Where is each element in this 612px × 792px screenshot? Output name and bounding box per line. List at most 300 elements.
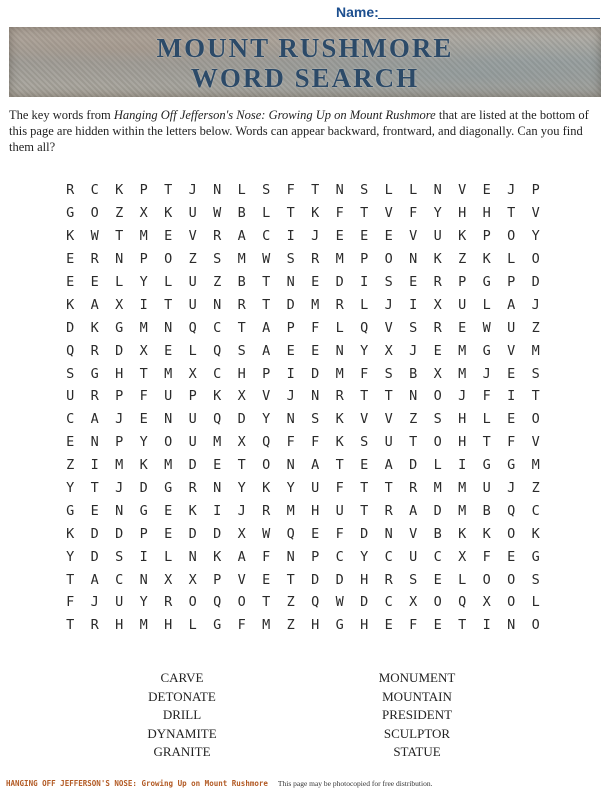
- grid-letter[interactable]: F: [409, 617, 418, 634]
- grid-letter[interactable]: R: [188, 480, 197, 497]
- grid-letter[interactable]: B: [409, 365, 418, 382]
- grid-letter[interactable]: C: [66, 411, 75, 428]
- grid-letter[interactable]: S: [237, 342, 246, 359]
- grid-letter[interactable]: S: [360, 182, 369, 199]
- grid-letter[interactable]: U: [384, 434, 393, 451]
- grid-letter[interactable]: Y: [139, 594, 148, 611]
- grid-letter[interactable]: N: [286, 274, 295, 290]
- grid-letter[interactable]: M: [213, 434, 222, 451]
- grid-letter[interactable]: U: [66, 388, 75, 405]
- grid-letter[interactable]: F: [507, 434, 516, 451]
- grid-letter[interactable]: M: [164, 365, 173, 382]
- grid-letter[interactable]: D: [213, 525, 222, 542]
- grid-letter[interactable]: T: [507, 205, 516, 222]
- grid-letter[interactable]: T: [286, 571, 295, 588]
- grid-letter[interactable]: N: [164, 319, 173, 336]
- grid-letter[interactable]: E: [384, 617, 393, 634]
- grid-letter[interactable]: M: [237, 251, 246, 268]
- grid-letter[interactable]: H: [311, 617, 320, 634]
- grid-letter[interactable]: L: [262, 205, 271, 222]
- grid-letter[interactable]: E: [262, 571, 271, 588]
- grid-letter[interactable]: S: [531, 365, 540, 382]
- grid-letter[interactable]: K: [433, 251, 442, 268]
- grid-letter[interactable]: T: [384, 480, 393, 497]
- grid-letter[interactable]: N: [507, 617, 516, 634]
- grid-letter[interactable]: P: [286, 319, 295, 336]
- grid-letter[interactable]: Q: [286, 525, 295, 542]
- grid-letter[interactable]: U: [433, 228, 442, 245]
- grid-letter[interactable]: G: [335, 617, 344, 634]
- grid-letter[interactable]: M: [262, 617, 271, 634]
- grid-letter[interactable]: D: [531, 274, 540, 290]
- grid-letter[interactable]: C: [213, 319, 222, 336]
- grid-letter[interactable]: T: [164, 296, 173, 313]
- grid-letter[interactable]: P: [139, 182, 148, 199]
- grid-letter[interactable]: R: [90, 388, 99, 405]
- grid-letter[interactable]: L: [458, 571, 467, 588]
- grid-letter[interactable]: F: [237, 617, 246, 634]
- grid-letter[interactable]: I: [286, 228, 295, 245]
- grid-letter[interactable]: H: [458, 411, 467, 428]
- grid-letter[interactable]: K: [66, 296, 75, 313]
- grid-letter[interactable]: Y: [66, 480, 75, 497]
- grid-letter[interactable]: D: [188, 457, 197, 474]
- grid-letter[interactable]: E: [66, 274, 75, 290]
- grid-letter[interactable]: O: [433, 388, 442, 405]
- grid-letter[interactable]: Y: [237, 480, 246, 497]
- grid-letter[interactable]: C: [213, 365, 222, 382]
- grid-letter[interactable]: R: [164, 594, 173, 611]
- grid-letter[interactable]: M: [311, 296, 320, 313]
- grid-letter[interactable]: E: [360, 457, 369, 474]
- grid-letter[interactable]: F: [335, 525, 344, 542]
- grid-letter[interactable]: S: [66, 365, 75, 382]
- grid-letter[interactable]: T: [262, 296, 271, 313]
- grid-letter[interactable]: L: [164, 274, 173, 290]
- grid-letter[interactable]: N: [433, 182, 442, 199]
- grid-letter[interactable]: M: [458, 342, 467, 359]
- grid-letter[interactable]: R: [90, 342, 99, 359]
- grid-letter[interactable]: K: [311, 205, 320, 222]
- grid-letter[interactable]: A: [311, 457, 320, 474]
- grid-letter[interactable]: N: [384, 525, 393, 542]
- grid-letter[interactable]: P: [311, 548, 320, 565]
- grid-letter[interactable]: U: [115, 594, 124, 611]
- grid-letter[interactable]: U: [164, 388, 173, 405]
- grid-letter[interactable]: O: [482, 571, 491, 588]
- grid-letter[interactable]: Q: [188, 319, 197, 336]
- grid-letter[interactable]: N: [409, 251, 418, 268]
- grid-letter[interactable]: O: [507, 525, 516, 542]
- grid-letter[interactable]: I: [90, 457, 99, 474]
- grid-letter[interactable]: M: [335, 365, 344, 382]
- grid-letter[interactable]: E: [66, 434, 75, 451]
- grid-letter[interactable]: B: [482, 502, 491, 519]
- grid-letter[interactable]: J: [286, 388, 295, 405]
- grid-letter[interactable]: O: [188, 594, 197, 611]
- grid-letter[interactable]: Z: [286, 594, 295, 611]
- grid-letter[interactable]: I: [507, 388, 516, 405]
- grid-letter[interactable]: R: [409, 480, 418, 497]
- grid-letter[interactable]: U: [188, 274, 197, 290]
- grid-letter[interactable]: Y: [262, 411, 271, 428]
- grid-letter[interactable]: V: [409, 228, 418, 245]
- grid-letter[interactable]: F: [262, 548, 271, 565]
- grid-letter[interactable]: P: [188, 388, 197, 405]
- grid-letter[interactable]: H: [482, 205, 491, 222]
- grid-letter[interactable]: K: [115, 182, 124, 199]
- grid-letter[interactable]: R: [433, 319, 442, 336]
- grid-letter[interactable]: L: [115, 274, 124, 290]
- grid-letter[interactable]: H: [164, 617, 173, 634]
- grid-letter[interactable]: O: [507, 228, 516, 245]
- grid-letter[interactable]: D: [360, 525, 369, 542]
- grid-letter[interactable]: K: [458, 228, 467, 245]
- grid-letter[interactable]: J: [188, 182, 197, 199]
- grid-letter[interactable]: O: [90, 205, 99, 222]
- grid-letter[interactable]: C: [433, 548, 442, 565]
- grid-letter[interactable]: K: [482, 525, 491, 542]
- grid-letter[interactable]: Z: [66, 457, 75, 474]
- grid-letter[interactable]: L: [188, 617, 197, 634]
- grid-letter[interactable]: T: [409, 434, 418, 451]
- grid-letter[interactable]: E: [433, 571, 442, 588]
- grid-letter[interactable]: I: [458, 457, 467, 474]
- grid-letter[interactable]: T: [360, 480, 369, 497]
- grid-letter[interactable]: I: [286, 365, 295, 382]
- grid-letter[interactable]: E: [311, 525, 320, 542]
- grid-letter[interactable]: L: [360, 296, 369, 313]
- grid-letter[interactable]: D: [237, 411, 246, 428]
- grid-letter[interactable]: K: [213, 548, 222, 565]
- grid-letter[interactable]: E: [164, 342, 173, 359]
- grid-letter[interactable]: U: [458, 296, 467, 313]
- grid-letter[interactable]: E: [286, 342, 295, 359]
- grid-letter[interactable]: P: [139, 251, 148, 268]
- grid-letter[interactable]: K: [213, 388, 222, 405]
- grid-letter[interactable]: T: [262, 594, 271, 611]
- grid-letter[interactable]: M: [139, 617, 148, 634]
- grid-letter[interactable]: Q: [66, 342, 75, 359]
- grid-letter[interactable]: N: [335, 182, 344, 199]
- grid-letter[interactable]: F: [482, 548, 491, 565]
- grid-letter[interactable]: T: [360, 205, 369, 222]
- grid-letter[interactable]: J: [507, 182, 516, 199]
- grid-letter[interactable]: F: [409, 205, 418, 222]
- grid-letter[interactable]: J: [531, 296, 540, 313]
- grid-letter[interactable]: E: [311, 342, 320, 359]
- grid-letter[interactable]: G: [507, 457, 516, 474]
- grid-letter[interactable]: B: [237, 205, 246, 222]
- grid-letter[interactable]: Y: [433, 205, 442, 222]
- grid-letter[interactable]: M: [531, 457, 540, 474]
- grid-letter[interactable]: X: [237, 388, 246, 405]
- grid-letter[interactable]: F: [139, 388, 148, 405]
- grid-letter[interactable]: V: [458, 182, 467, 199]
- grid-letter[interactable]: Q: [213, 411, 222, 428]
- grid-letter[interactable]: M: [531, 342, 540, 359]
- grid-letter[interactable]: H: [311, 502, 320, 519]
- grid-letter[interactable]: M: [286, 502, 295, 519]
- grid-letter[interactable]: A: [90, 296, 99, 313]
- grid-letter[interactable]: R: [90, 251, 99, 268]
- grid-letter[interactable]: C: [90, 182, 99, 199]
- grid-letter[interactable]: W: [335, 594, 344, 611]
- grid-letter[interactable]: E: [90, 502, 99, 519]
- grid-letter[interactable]: R: [237, 296, 246, 313]
- grid-letter[interactable]: P: [115, 434, 124, 451]
- grid-letter[interactable]: O: [384, 251, 393, 268]
- grid-letter[interactable]: P: [458, 274, 467, 290]
- grid-letter[interactable]: T: [237, 319, 246, 336]
- grid-letter[interactable]: M: [335, 251, 344, 268]
- grid-letter[interactable]: F: [335, 480, 344, 497]
- grid-letter[interactable]: K: [139, 457, 148, 474]
- grid-letter[interactable]: L: [335, 319, 344, 336]
- grid-letter[interactable]: V: [188, 228, 197, 245]
- grid-letter[interactable]: Q: [213, 594, 222, 611]
- grid-letter[interactable]: F: [286, 182, 295, 199]
- grid-letter[interactable]: N: [286, 548, 295, 565]
- grid-letter[interactable]: M: [433, 480, 442, 497]
- grid-letter[interactable]: F: [66, 594, 75, 611]
- grid-letter[interactable]: K: [262, 480, 271, 497]
- grid-letter[interactable]: P: [360, 251, 369, 268]
- grid-letter[interactable]: M: [115, 457, 124, 474]
- grid-letter[interactable]: G: [164, 480, 173, 497]
- grid-letter[interactable]: S: [213, 251, 222, 268]
- grid-letter[interactable]: E: [507, 548, 516, 565]
- grid-letter[interactable]: D: [115, 342, 124, 359]
- grid-letter[interactable]: C: [384, 548, 393, 565]
- grid-letter[interactable]: Y: [66, 548, 75, 565]
- grid-letter[interactable]: T: [482, 434, 491, 451]
- grid-letter[interactable]: K: [164, 205, 173, 222]
- grid-letter[interactable]: T: [66, 571, 75, 588]
- grid-letter[interactable]: F: [360, 365, 369, 382]
- grid-letter[interactable]: O: [507, 594, 516, 611]
- grid-letter[interactable]: A: [90, 411, 99, 428]
- grid-letter[interactable]: X: [433, 365, 442, 382]
- grid-letter[interactable]: P: [115, 388, 124, 405]
- grid-letter[interactable]: G: [482, 457, 491, 474]
- grid-letter[interactable]: I: [360, 274, 369, 290]
- grid-letter[interactable]: L: [237, 182, 246, 199]
- grid-letter[interactable]: S: [409, 571, 418, 588]
- grid-letter[interactable]: O: [237, 594, 246, 611]
- grid-letter[interactable]: O: [433, 434, 442, 451]
- grid-letter[interactable]: P: [262, 365, 271, 382]
- grid-letter[interactable]: Y: [286, 480, 295, 497]
- grid-letter[interactable]: A: [237, 548, 246, 565]
- grid-letter[interactable]: E: [66, 251, 75, 268]
- grid-letter[interactable]: F: [286, 434, 295, 451]
- grid-letter[interactable]: M: [139, 319, 148, 336]
- grid-letter[interactable]: N: [164, 411, 173, 428]
- grid-letter[interactable]: N: [90, 434, 99, 451]
- grid-letter[interactable]: S: [360, 434, 369, 451]
- grid-letter[interactable]: V: [360, 411, 369, 428]
- grid-letter[interactable]: N: [213, 182, 222, 199]
- grid-letter[interactable]: X: [458, 548, 467, 565]
- grid-letter[interactable]: K: [335, 434, 344, 451]
- grid-letter[interactable]: N: [335, 342, 344, 359]
- grid-letter[interactable]: Q: [507, 502, 516, 519]
- grid-letter[interactable]: E: [164, 502, 173, 519]
- grid-letter[interactable]: P: [507, 274, 516, 290]
- grid-letter[interactable]: E: [90, 274, 99, 290]
- grid-letter[interactable]: X: [482, 594, 491, 611]
- grid-letter[interactable]: V: [507, 342, 516, 359]
- grid-letter[interactable]: J: [409, 342, 418, 359]
- grid-letter[interactable]: N: [409, 388, 418, 405]
- grid-letter[interactable]: K: [482, 251, 491, 268]
- grid-letter[interactable]: L: [433, 457, 442, 474]
- grid-letter[interactable]: X: [139, 342, 148, 359]
- grid-letter[interactable]: O: [433, 594, 442, 611]
- grid-letter[interactable]: E: [311, 274, 320, 290]
- grid-letter[interactable]: U: [482, 480, 491, 497]
- grid-letter[interactable]: X: [115, 296, 124, 313]
- grid-letter[interactable]: V: [237, 571, 246, 588]
- grid-letter[interactable]: W: [90, 228, 99, 245]
- grid-letter[interactable]: D: [66, 319, 75, 336]
- grid-letter[interactable]: Z: [213, 274, 222, 290]
- grid-letter[interactable]: S: [433, 411, 442, 428]
- grid-letter[interactable]: J: [482, 365, 491, 382]
- grid-letter[interactable]: I: [139, 548, 148, 565]
- grid-letter[interactable]: N: [213, 480, 222, 497]
- grid-letter[interactable]: U: [507, 319, 516, 336]
- grid-letter[interactable]: D: [335, 571, 344, 588]
- grid-letter[interactable]: H: [360, 571, 369, 588]
- grid-letter[interactable]: V: [531, 205, 540, 222]
- grid-letter[interactable]: N: [188, 548, 197, 565]
- grid-letter[interactable]: S: [262, 182, 271, 199]
- grid-letter[interactable]: W: [262, 251, 271, 268]
- grid-letter[interactable]: R: [90, 617, 99, 634]
- grid-letter[interactable]: G: [66, 502, 75, 519]
- grid-letter[interactable]: D: [286, 296, 295, 313]
- grid-letter[interactable]: H: [115, 617, 124, 634]
- grid-letter[interactable]: Q: [360, 319, 369, 336]
- grid-letter[interactable]: T: [139, 365, 148, 382]
- grid-letter[interactable]: Z: [458, 251, 467, 268]
- grid-letter[interactable]: A: [384, 457, 393, 474]
- grid-letter[interactable]: S: [311, 411, 320, 428]
- grid-letter[interactable]: M: [164, 457, 173, 474]
- grid-letter[interactable]: S: [384, 274, 393, 290]
- grid-letter[interactable]: P: [482, 228, 491, 245]
- grid-letter[interactable]: E: [507, 411, 516, 428]
- grid-letter[interactable]: F: [335, 205, 344, 222]
- grid-letter[interactable]: P: [213, 571, 222, 588]
- grid-letter[interactable]: R: [335, 296, 344, 313]
- grid-letter[interactable]: O: [531, 617, 540, 634]
- grid-letter[interactable]: U: [188, 296, 197, 313]
- grid-letter[interactable]: L: [531, 594, 540, 611]
- grid-letter[interactable]: R: [335, 388, 344, 405]
- grid-letter[interactable]: T: [262, 274, 271, 290]
- grid-letter[interactable]: T: [311, 182, 320, 199]
- grid-letter[interactable]: N: [115, 502, 124, 519]
- grid-letter[interactable]: D: [360, 594, 369, 611]
- grid-letter[interactable]: S: [115, 548, 124, 565]
- grid-letter[interactable]: R: [66, 182, 75, 199]
- grid-letter[interactable]: U: [188, 411, 197, 428]
- grid-letter[interactable]: S: [409, 319, 418, 336]
- grid-letter[interactable]: A: [237, 228, 246, 245]
- grid-letter[interactable]: Z: [531, 319, 540, 336]
- grid-letter[interactable]: U: [311, 480, 320, 497]
- grid-letter[interactable]: W: [213, 205, 222, 222]
- grid-letter[interactable]: W: [262, 525, 271, 542]
- grid-letter[interactable]: A: [262, 342, 271, 359]
- grid-letter[interactable]: R: [213, 228, 222, 245]
- grid-letter[interactable]: G: [482, 274, 491, 290]
- grid-letter[interactable]: G: [115, 319, 124, 336]
- grid-letter[interactable]: D: [433, 502, 442, 519]
- grid-letter[interactable]: D: [139, 480, 148, 497]
- grid-letter[interactable]: F: [482, 388, 491, 405]
- grid-letter[interactable]: Y: [139, 274, 148, 290]
- grid-letter[interactable]: E: [507, 365, 516, 382]
- grid-letter[interactable]: H: [237, 365, 246, 382]
- grid-letter[interactable]: C: [262, 228, 271, 245]
- grid-letter[interactable]: G: [213, 617, 222, 634]
- grid-letter[interactable]: J: [384, 296, 393, 313]
- grid-letter[interactable]: V: [384, 205, 393, 222]
- grid-letter[interactable]: D: [188, 525, 197, 542]
- grid-letter[interactable]: T: [384, 388, 393, 405]
- grid-letter[interactable]: R: [384, 502, 393, 519]
- grid-letter[interactable]: U: [409, 548, 418, 565]
- grid-letter[interactable]: Z: [409, 411, 418, 428]
- grid-letter[interactable]: J: [311, 228, 320, 245]
- grid-letter[interactable]: Y: [360, 548, 369, 565]
- grid-letter[interactable]: E: [433, 617, 442, 634]
- grid-letter[interactable]: D: [311, 571, 320, 588]
- grid-letter[interactable]: E: [213, 457, 222, 474]
- grid-letter[interactable]: N: [139, 571, 148, 588]
- grid-letter[interactable]: C: [531, 502, 540, 519]
- grid-letter[interactable]: X: [237, 525, 246, 542]
- grid-letter[interactable]: J: [115, 480, 124, 497]
- grid-letter[interactable]: K: [531, 525, 540, 542]
- grid-letter[interactable]: D: [335, 274, 344, 290]
- grid-letter[interactable]: O: [531, 411, 540, 428]
- grid-letter[interactable]: R: [433, 274, 442, 290]
- name-blank-line[interactable]: [378, 18, 600, 19]
- grid-letter[interactable]: G: [531, 548, 540, 565]
- grid-letter[interactable]: V: [409, 525, 418, 542]
- grid-letter[interactable]: X: [188, 571, 197, 588]
- grid-letter[interactable]: T: [458, 617, 467, 634]
- grid-letter[interactable]: I: [139, 296, 148, 313]
- grid-letter[interactable]: N: [286, 457, 295, 474]
- grid-letter[interactable]: X: [237, 434, 246, 451]
- grid-letter[interactable]: J: [458, 388, 467, 405]
- grid-letter[interactable]: E: [409, 274, 418, 290]
- grid-letter[interactable]: J: [115, 411, 124, 428]
- grid-letter[interactable]: V: [531, 434, 540, 451]
- grid-letter[interactable]: Z: [531, 480, 540, 497]
- grid-letter[interactable]: M: [458, 480, 467, 497]
- grid-letter[interactable]: E: [384, 228, 393, 245]
- grid-letter[interactable]: P: [139, 525, 148, 542]
- grid-letter[interactable]: L: [164, 548, 173, 565]
- grid-letter[interactable]: D: [90, 525, 99, 542]
